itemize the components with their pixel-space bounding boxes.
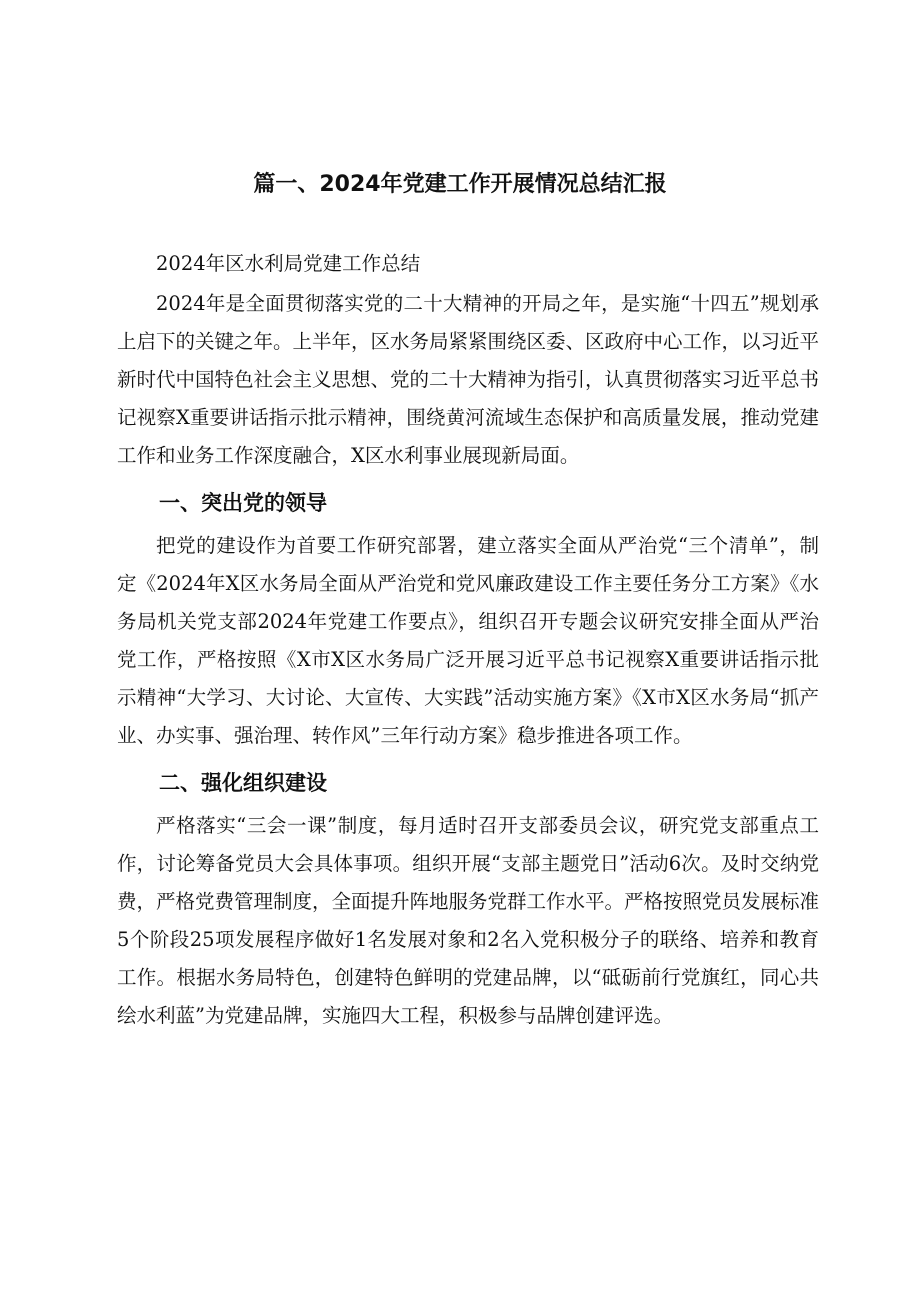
document-title: 篇一、2024年党建工作开展情况总结汇报 [253, 171, 667, 197]
section-body-organization: 严格落实“三会一课”制度，每月适时召开支部委员会议，研究党支部重点工作，讨论筹备党员大会具体事项。组织开展“支部主题党日”活动6次。及时交纳党费，严格党费管理制度，全面提升阵地服务党群工作水平。严格按照党员发展标准5个阶段25项发展程序做好1名发展对象和2名入党积极分子的联络、培养和教育工作。根据水务局特色，创建特色鲜明的党建品牌，以“砥砺前行党旗红，同心共绘水利蓝”为党建品牌，实施四大工程，积极参与品牌创建评选。 [117, 814, 820, 1027]
document-body [117, 245, 819, 1035]
section-heading-organization: 二、强化组织建设 [159, 771, 327, 795]
document-subtitle: 2024年区水利局党建工作总结 [156, 252, 421, 275]
intro-paragraph: 2024年是全面贯彻落实党的二十大精神的开局之年，是实施“十四五”规划承上启下的关键之年。上半年，区水务局紧紧围绕区委、区政府中心工作，以习近平新时代中国特色社会主义思想、党的二十大精神为指引，认真贯彻落实习近平总书记视察X重要讲话指示批示精神，围绕黄河流域生态保护和高质量发展，推动党建工作和业务工作深度融合，X区水利事业展现新局面。 [117, 292, 820, 467]
section-body-leadership: 把党的建设作为首要工作研究部署，建立落实全面从严治党“三个清单”，制定《2024年X区水务局全面从严治党和党风廉政建设工作主要任务分工方案》《水务局机关党支部2024年党建工作要点》，组织召开专题会议研究安排全面从严治党工作，严格按照《X市X区水务局广泛开展习近平总书记视察X重要讲话指示批示精神“大学习、大讨论、大宣传、大实践”活动实施方案》《X市X区水务局“抓产业、办实事、强治理、转作风”三年行动方案》稳步推进各项工作。 [117, 534, 819, 747]
section-heading-leadership: 一、突出党的领导 [159, 491, 327, 515]
